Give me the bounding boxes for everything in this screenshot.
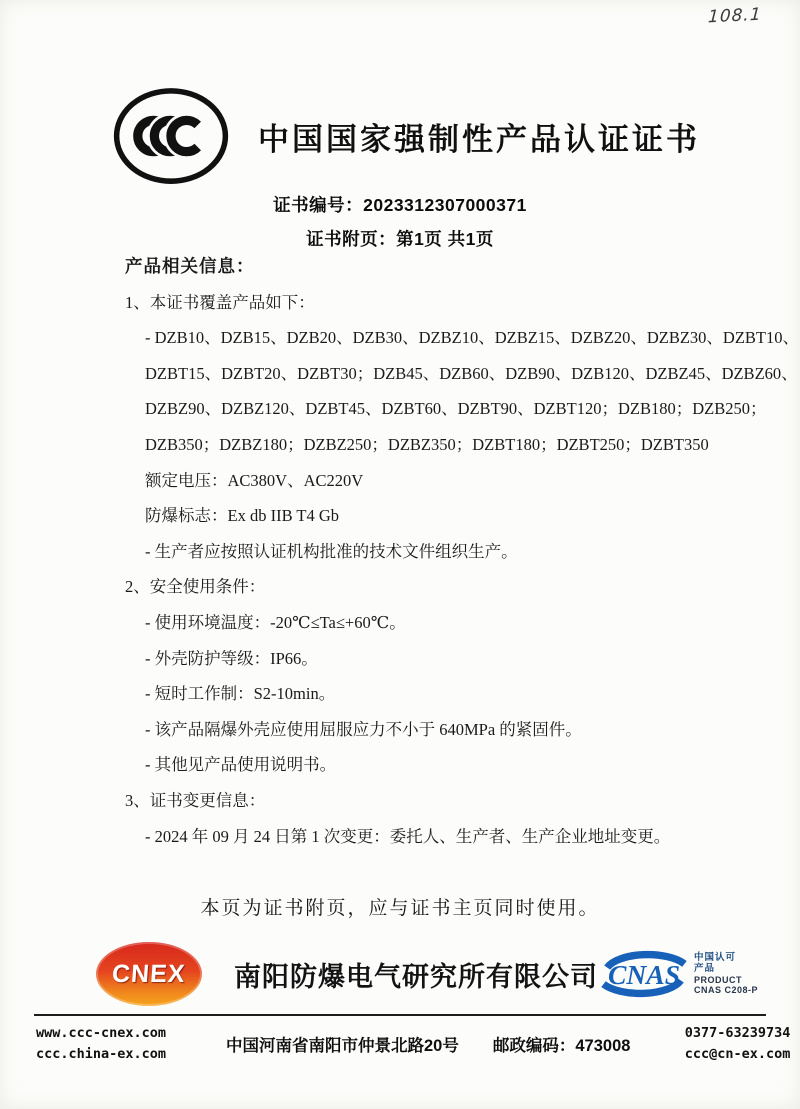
website-secondary: ccc.china-ex.com	[36, 1045, 167, 1062]
body-line: - 使用环境温度：-20℃≤Ta≤+60℃。	[145, 612, 406, 632]
body-line: 3、证书变更信息：	[125, 790, 266, 810]
postcode-label: 邮政编码：	[492, 1036, 576, 1055]
phone-number: 0377-63239734	[684, 1025, 791, 1041]
appendix-page-label: 证书附页：	[306, 229, 397, 249]
body-line: - DZB10、DZB15、DZB20、DZB30、DZBZ10、DZBZ15、DZBZ20、DZBZ30、DZBT10、	[145, 328, 800, 348]
certificate-number-line	[0, 192, 800, 217]
section-heading: 产品相关信息：	[125, 256, 255, 276]
company-address: 中国河南省南阳市仲景北路20号	[226, 1036, 459, 1055]
website-column	[36, 1023, 226, 1065]
cnex-logo-text: CNEX	[111, 959, 187, 988]
website-primary: www.ccc-cnex.com	[36, 1025, 167, 1041]
body-line: - 生产者应按照认证机构批准的技术文件组织生产。	[145, 541, 518, 561]
body-line: DZBZ90、DZBZ120、DZBT45、DZBT60、DZBT90、DZBT120；DZB180；DZB250；	[145, 399, 767, 419]
footer-divider-line	[34, 1014, 766, 1016]
appendix-page-line	[0, 226, 800, 251]
handwritten-page-number: 108.1	[707, 4, 763, 28]
ccc-mark-icon	[112, 84, 230, 188]
contact-info-bar	[36, 1023, 791, 1065]
email-address: ccc@cn-ex.com	[684, 1045, 791, 1062]
cnex-logo-icon	[96, 942, 202, 1006]
certificate-title: 中国国家强制性产品认证证书	[258, 121, 700, 157]
body-line: 防爆标志：Ex db IIB T4 Gb	[145, 506, 340, 526]
phone-email-column	[630, 1023, 790, 1065]
certificate-number-value: 2023312307000371	[363, 195, 527, 215]
body-line: - 2024 年 09 月 24 日第 1 次变更：委托人、生产者、生产企业地址变更。	[145, 826, 671, 846]
cnas-caption-en-product: PRODUCT	[694, 974, 742, 985]
cnas-accreditation-block	[598, 945, 758, 1003]
certificate-number-label: 证书编号：	[273, 195, 364, 215]
certificate-header	[112, 84, 730, 188]
appendix-usage-note: 本页为证书附页，应与证书主页同时使用。	[200, 898, 600, 919]
appendix-page-value: 第1页 共1页	[396, 229, 494, 249]
body-line: - 其他见产品使用说明书。	[145, 755, 337, 775]
cnas-captions	[694, 953, 758, 996]
body-line: 1、本证书覆盖产品如下：	[125, 292, 315, 312]
issuer-company-name: 南阳防爆电气研究所有限公司	[234, 961, 598, 992]
cnas-caption-code: CNAS C208-P	[694, 984, 759, 995]
cnas-logo-icon	[598, 945, 690, 1003]
body-line: - 短时工作制：S2-10min。	[145, 684, 336, 704]
body-line: - 外壳防护等级：IP66。	[145, 648, 318, 668]
body-line: - 该产品隔爆外壳应使用屈服应力不小于 640MPa 的紧固件。	[145, 719, 582, 739]
body-line: DZBT15、DZBT20、DZBT30；DZB45、DZB60、DZB90、DZB120、DZBZ45、DZBZ60、	[145, 363, 798, 383]
address-column	[226, 1032, 630, 1056]
body-line: 额定电压：AC380V、AC220V	[145, 470, 364, 490]
cnas-caption-cn-product: 产品	[694, 963, 716, 974]
body-line: 2、安全使用条件：	[125, 577, 266, 597]
body-line: DZB350；DZBZ180；DZBZ250；DZBZ350；DZBT180；DZBT250；DZBT350	[145, 434, 709, 454]
cnas-logo-text: CNAS	[607, 959, 681, 991]
postcode-value: 473008	[575, 1036, 631, 1055]
product-information-section	[125, 249, 800, 854]
issuer-footer	[96, 938, 759, 1010]
cnas-caption-cn-accredit: 中国认可	[694, 952, 737, 963]
